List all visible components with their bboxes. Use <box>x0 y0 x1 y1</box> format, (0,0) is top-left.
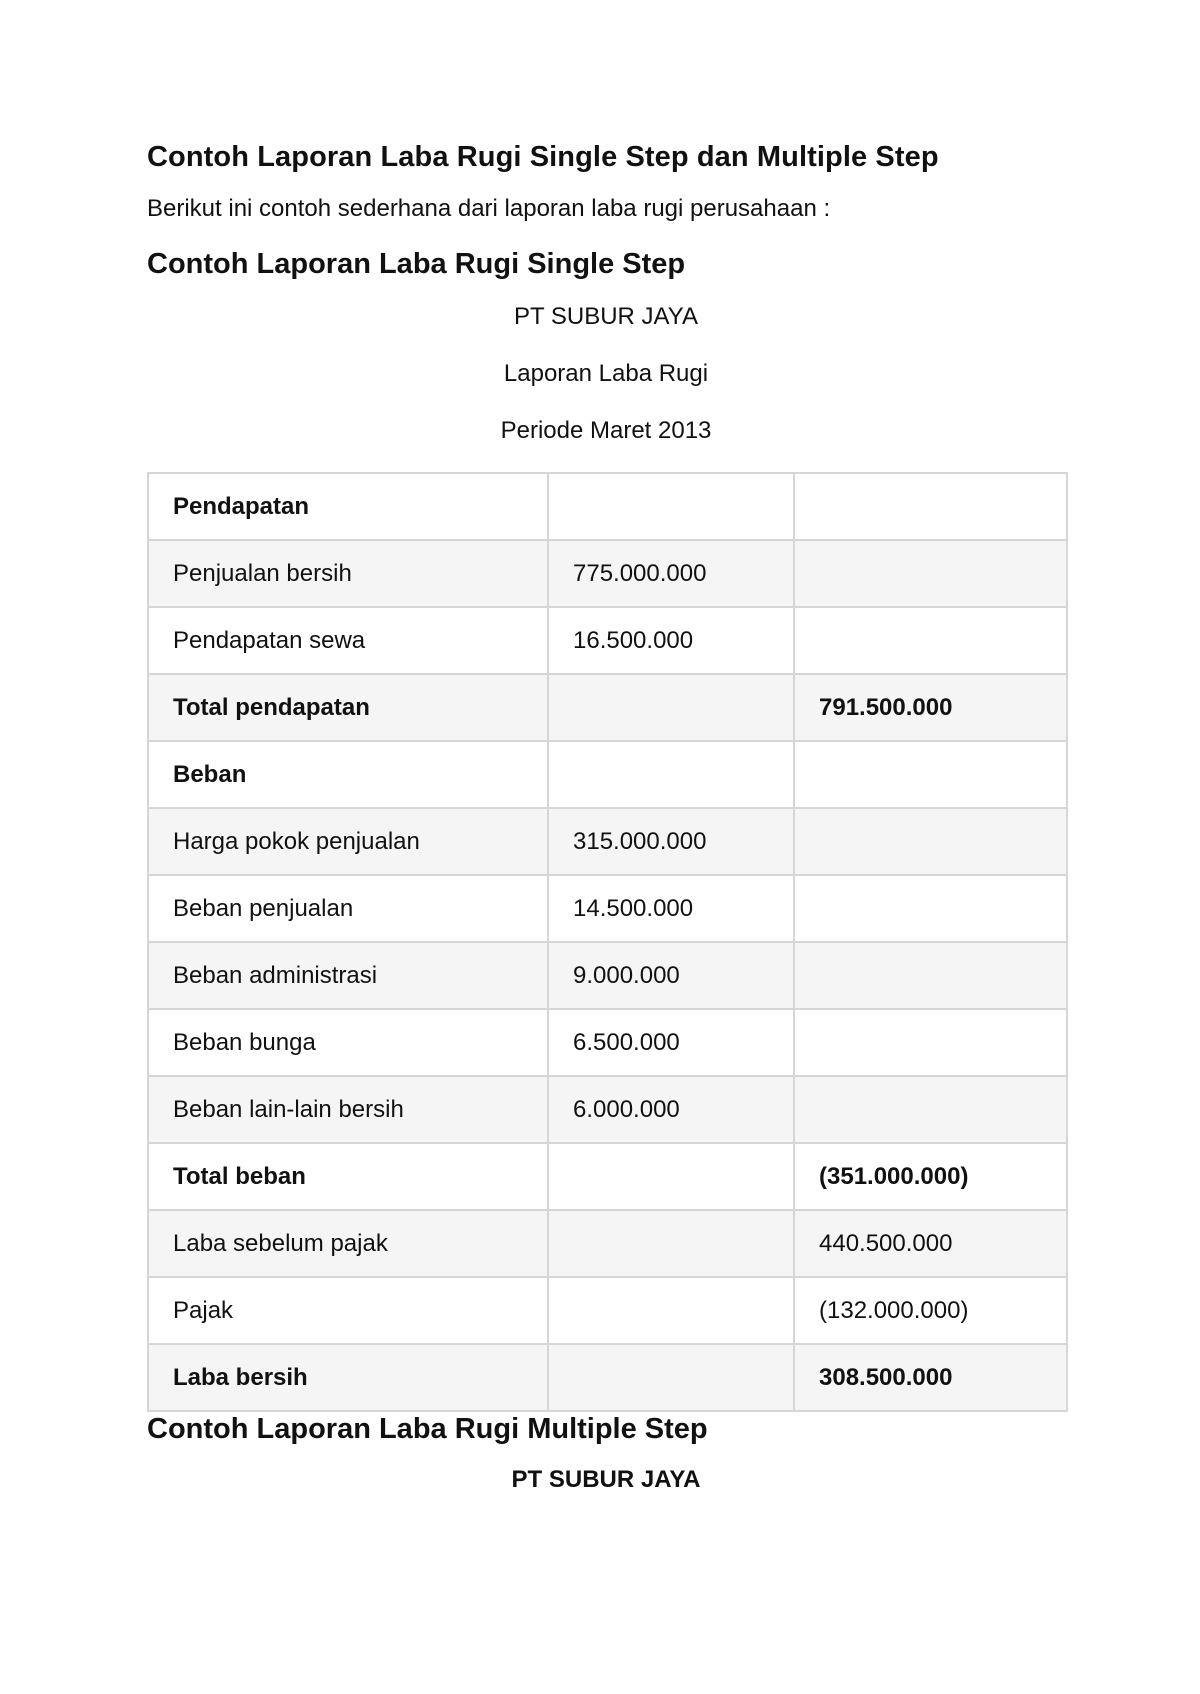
document-page <box>147 140 1065 1494</box>
row-label-cell: Total pendapatan <box>148 674 548 741</box>
table-row <box>148 1344 1067 1411</box>
row-label-cell: Beban lain-lain bersih <box>148 1076 548 1143</box>
row-label-cell: Beban bunga <box>148 1009 548 1076</box>
table-row <box>148 1009 1067 1076</box>
row-amount-cell <box>548 473 794 540</box>
row-amount-cell: 9.000.000 <box>548 942 794 1009</box>
row-total-cell <box>794 808 1067 875</box>
table-row <box>148 473 1067 540</box>
row-amount-cell: 16.500.000 <box>548 607 794 674</box>
table-row <box>148 875 1067 942</box>
row-total-cell <box>794 473 1067 540</box>
row-amount-cell: 6.000.000 <box>548 1076 794 1143</box>
table-row <box>148 1076 1067 1143</box>
report-period: Periode Maret 2013 <box>500 417 712 444</box>
row-label-cell: Harga pokok penjualan <box>148 808 548 875</box>
multiple-step-heading: Contoh Laporan Laba Rugi Multiple Step <box>147 1413 708 1445</box>
table-row <box>148 808 1067 875</box>
row-total-cell <box>794 875 1067 942</box>
row-total-cell: 308.500.000 <box>794 1344 1067 1411</box>
row-label-cell: Beban <box>148 741 548 808</box>
table-row <box>148 942 1067 1009</box>
row-total-cell <box>794 1009 1067 1076</box>
row-total-cell: (132.000.000) <box>794 1277 1067 1344</box>
table-row <box>148 607 1067 674</box>
row-label-cell: Beban penjualan <box>148 875 548 942</box>
table-row <box>148 1277 1067 1344</box>
row-total-cell <box>794 607 1067 674</box>
row-total-cell <box>794 540 1067 607</box>
row-label-cell: Pendapatan <box>148 473 548 540</box>
table-row <box>148 1143 1067 1210</box>
row-amount-cell <box>548 1143 794 1210</box>
row-amount-cell: 315.000.000 <box>548 808 794 875</box>
income-statement-body <box>148 473 1067 1411</box>
row-label-cell: Laba sebelum pajak <box>148 1210 548 1277</box>
row-total-cell <box>794 942 1067 1009</box>
table-row <box>148 674 1067 741</box>
table-row <box>148 741 1067 808</box>
page-title: Contoh Laporan Laba Rugi Single Step dan Multiple Step <box>147 141 939 173</box>
row-label-cell: Penjualan bersih <box>148 540 548 607</box>
row-amount-cell: 14.500.000 <box>548 875 794 942</box>
row-amount-cell <box>548 741 794 808</box>
row-amount-cell <box>548 1277 794 1344</box>
row-total-cell: (351.000.000) <box>794 1143 1067 1210</box>
row-amount-cell <box>548 1210 794 1277</box>
single-step-heading: Contoh Laporan Laba Rugi Single Step <box>147 248 686 280</box>
row-amount-cell: 775.000.000 <box>548 540 794 607</box>
row-amount-cell <box>548 674 794 741</box>
company-name-multi: PT SUBUR JAYA <box>511 1466 701 1493</box>
table-row <box>148 540 1067 607</box>
row-label-cell: Pendapatan sewa <box>148 607 548 674</box>
row-amount-cell <box>548 1344 794 1411</box>
table-row <box>148 1210 1067 1277</box>
row-label-cell: Laba bersih <box>148 1344 548 1411</box>
row-total-cell: 440.500.000 <box>794 1210 1067 1277</box>
row-amount-cell: 6.500.000 <box>548 1009 794 1076</box>
row-label-cell: Beban administrasi <box>148 942 548 1009</box>
row-label-cell: Total beban <box>148 1143 548 1210</box>
row-total-cell <box>794 741 1067 808</box>
row-total-cell: 791.500.000 <box>794 674 1067 741</box>
report-name: Laporan Laba Rugi <box>503 360 709 387</box>
row-label-cell: Pajak <box>148 1277 548 1344</box>
intro-paragraph: Berikut ini contoh sederhana dari laporan laba rugi perusahaan : <box>147 195 831 222</box>
row-total-cell <box>794 1076 1067 1143</box>
income-statement-table <box>147 472 1068 1412</box>
company-name: PT SUBUR JAYA <box>513 303 699 330</box>
